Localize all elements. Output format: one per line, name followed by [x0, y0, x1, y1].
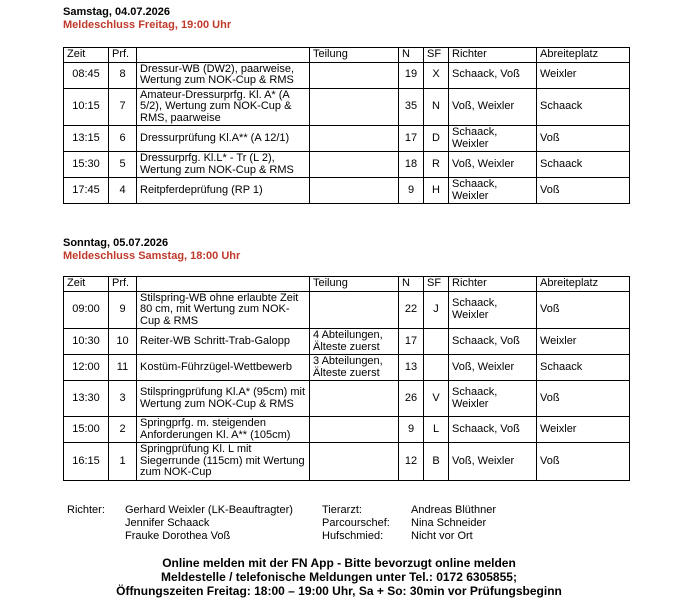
table-row [64, 443, 630, 481]
judge-name: Gerhard Weixler (LK-Beauftragter) [125, 504, 293, 516]
cell-name: Dressurprüfung Kl.A** (A 12/1) [137, 126, 310, 152]
cell-judges: Voß, Weixler [449, 443, 537, 481]
cell-name: Reiter-WB Schritt-Trab-Galopp [137, 329, 310, 355]
sunday-schedule-table [63, 276, 630, 481]
col-time: Zeit [64, 48, 109, 63]
cell-time: 17:45 [64, 178, 109, 204]
saturday-date: Samstag, 04.07.2026 [63, 6, 171, 18]
cell-test: 2 [109, 417, 137, 443]
col-name [137, 48, 310, 63]
judges-list [125, 504, 293, 543]
saturday-schedule-table [63, 47, 630, 204]
table-header-row [64, 48, 630, 63]
cell-division [310, 152, 399, 178]
col-test: Prf. [109, 48, 137, 63]
cell-division [310, 62, 399, 88]
cell-division: 3 Abteilungen, Älteste zuerst [310, 355, 399, 381]
vet-name: Andreas Blüthner [411, 504, 496, 516]
cell-name: Amateur-Dressurprfg. Kl. A* (A 5/2), Wertung zum NOK-Cup & RMS, paarweise [137, 88, 310, 126]
cell-sf: B [424, 443, 449, 481]
cell-judges: Schaack, Voß [449, 329, 537, 355]
cell-sf: L [424, 417, 449, 443]
cell-sf: J [424, 291, 449, 329]
cell-n: 9 [399, 178, 424, 204]
cell-time: 10:30 [64, 329, 109, 355]
table-row [64, 381, 630, 417]
cell-warmup: Voß [537, 381, 630, 417]
col-warmup: Abreiteplatz [537, 48, 630, 63]
col-sf: SF [424, 277, 449, 292]
cell-division [310, 88, 399, 126]
judge-name: Frauke Dorothea Voß [125, 530, 231, 542]
cell-sf: D [424, 126, 449, 152]
cell-time: 13:30 [64, 381, 109, 417]
cell-judges: Voß, Weixler [449, 355, 537, 381]
officials-values [411, 504, 496, 543]
cell-division [310, 381, 399, 417]
cell-judges: Schaack, Voß [449, 417, 537, 443]
cell-judges: Schaack, Voß [449, 62, 537, 88]
cell-n: 17 [399, 126, 424, 152]
cell-test: 1 [109, 443, 137, 481]
cell-name: Stilspringprüfung Kl.A* (95cm) mit Wertung zum NOK-Cup & RMS [137, 381, 310, 417]
notice-line-1: Online melden mit der FN App - Bitte bevorzugt online melden [162, 556, 516, 570]
judge-name: Jennifer Schaack [125, 517, 210, 529]
col-name [137, 277, 310, 292]
registration-notice [0, 556, 678, 598]
saturday-heading [63, 6, 231, 32]
cell-sf [424, 355, 449, 381]
col-division: Teilung [310, 48, 399, 63]
cell-division: 4 Abteilungen, Älteste zuerst [310, 329, 399, 355]
cell-test: 5 [109, 152, 137, 178]
sunday-date: Sonntag, 05.07.2026 [63, 237, 169, 249]
cell-warmup: Weixler [537, 329, 630, 355]
col-time: Zeit [64, 277, 109, 292]
cell-n: 35 [399, 88, 424, 126]
cell-judges: Schaack, Weixler [449, 126, 537, 152]
cell-n: 18 [399, 152, 424, 178]
cell-division [310, 126, 399, 152]
cell-time: 13:15 [64, 126, 109, 152]
cell-test: 7 [109, 88, 137, 126]
cell-sf: H [424, 178, 449, 204]
farrier-label: Hufschmied: [322, 530, 384, 542]
cell-time: 09:00 [64, 291, 109, 329]
cell-name: Dressur-WB (DW2), paarweise, Wertung zum NOK-Cup & RMS [137, 62, 310, 88]
cell-time: 15:30 [64, 152, 109, 178]
col-sf: SF [424, 48, 449, 63]
table-row [64, 62, 630, 88]
cell-judges: Voß, Weixler [449, 152, 537, 178]
col-n: N [399, 48, 424, 63]
officials-labels [322, 504, 390, 543]
col-warmup: Abreiteplatz [537, 277, 630, 292]
cell-test: 3 [109, 381, 137, 417]
cell-name: Springprüfung Kl. L mit Siegerrunde (115cm) mit Wertung zum NOK-Cup [137, 443, 310, 481]
cell-division [310, 291, 399, 329]
cell-warmup: Schaack [537, 88, 630, 126]
table-row [64, 88, 630, 126]
col-judges: Richter [449, 277, 537, 292]
cell-n: 26 [399, 381, 424, 417]
cell-division [310, 417, 399, 443]
cell-name: Dressurprfg. Kl.L* - Tr (L 2), Wertung zum NOK-Cup & RMS [137, 152, 310, 178]
cell-n: 13 [399, 355, 424, 381]
table-row [64, 178, 630, 204]
cell-time: 08:45 [64, 62, 109, 88]
cell-division [310, 178, 399, 204]
table-row [64, 355, 630, 381]
cell-warmup: Schaack [537, 152, 630, 178]
cell-sf: N [424, 88, 449, 126]
cell-warmup: Weixler [537, 417, 630, 443]
col-division: Teilung [310, 277, 399, 292]
cell-sf: X [424, 62, 449, 88]
col-test: Prf. [109, 277, 137, 292]
table-row [64, 152, 630, 178]
cell-warmup: Schaack [537, 355, 630, 381]
col-judges: Richter [449, 48, 537, 63]
cell-test: 6 [109, 126, 137, 152]
cell-test: 8 [109, 62, 137, 88]
course-designer-label: Parcourschef: [322, 517, 390, 529]
cell-judges: Schaack, Weixler [449, 178, 537, 204]
cell-test: 9 [109, 291, 137, 329]
sunday-deadline: Meldeschluss Samstag, 18:00 Uhr [63, 250, 241, 262]
col-n: N [399, 277, 424, 292]
judges-label: Richter: [67, 504, 105, 516]
cell-time: 12:00 [64, 355, 109, 381]
cell-test: 10 [109, 329, 137, 355]
cell-warmup: Voß [537, 178, 630, 204]
table-row [64, 417, 630, 443]
cell-time: 15:00 [64, 417, 109, 443]
notice-line-3: Öffnungszeiten Freitag: 18:00 – 19:00 Uhr, Sa + So: 30min vor Prüfungsbeginn [116, 584, 562, 598]
cell-n: 22 [399, 291, 424, 329]
sunday-heading [63, 237, 240, 263]
saturday-deadline: Meldeschluss Freitag, 19:00 Uhr [63, 19, 232, 31]
cell-n: 19 [399, 62, 424, 88]
cell-name: Reitpferdeprüfung (RP 1) [137, 178, 310, 204]
cell-time: 10:15 [64, 88, 109, 126]
cell-judges: Schaack, Weixler [449, 381, 537, 417]
cell-name: Springprfg. m. steigenden Anforderungen Kl. A** (105cm) [137, 417, 310, 443]
cell-n: 9 [399, 417, 424, 443]
cell-sf: V [424, 381, 449, 417]
table-header-row [64, 277, 630, 292]
cell-sf: R [424, 152, 449, 178]
table-row [64, 329, 630, 355]
cell-test: 11 [109, 355, 137, 381]
cell-name: Stilspring-WB ohne erlaubte Zeit 80 cm, mit Wertung zum NOK-Cup & RMS [137, 291, 310, 329]
course-designer-name: Nina Schneider [411, 517, 487, 529]
cell-warmup: Voß [537, 443, 630, 481]
cell-judges: Voß, Weixler [449, 88, 537, 126]
vet-label: Tierarzt: [322, 504, 362, 516]
cell-warmup: Voß [537, 126, 630, 152]
cell-name: Kostüm-Führzügel-Wettbewerb [137, 355, 310, 381]
cell-judges: Schaack, Weixler [449, 291, 537, 329]
cell-warmup: Weixler [537, 62, 630, 88]
table-row [64, 126, 630, 152]
table-row [64, 291, 630, 329]
cell-test: 4 [109, 178, 137, 204]
farrier-name: Nicht vor Ort [411, 530, 473, 542]
cell-sf [424, 329, 449, 355]
cell-warmup: Voß [537, 291, 630, 329]
cell-division [310, 443, 399, 481]
cell-n: 17 [399, 329, 424, 355]
cell-time: 16:15 [64, 443, 109, 481]
notice-line-2: Meldestelle / telefonische Meldungen unter Tel.: 0172 6305855; [161, 570, 517, 584]
cell-n: 12 [399, 443, 424, 481]
